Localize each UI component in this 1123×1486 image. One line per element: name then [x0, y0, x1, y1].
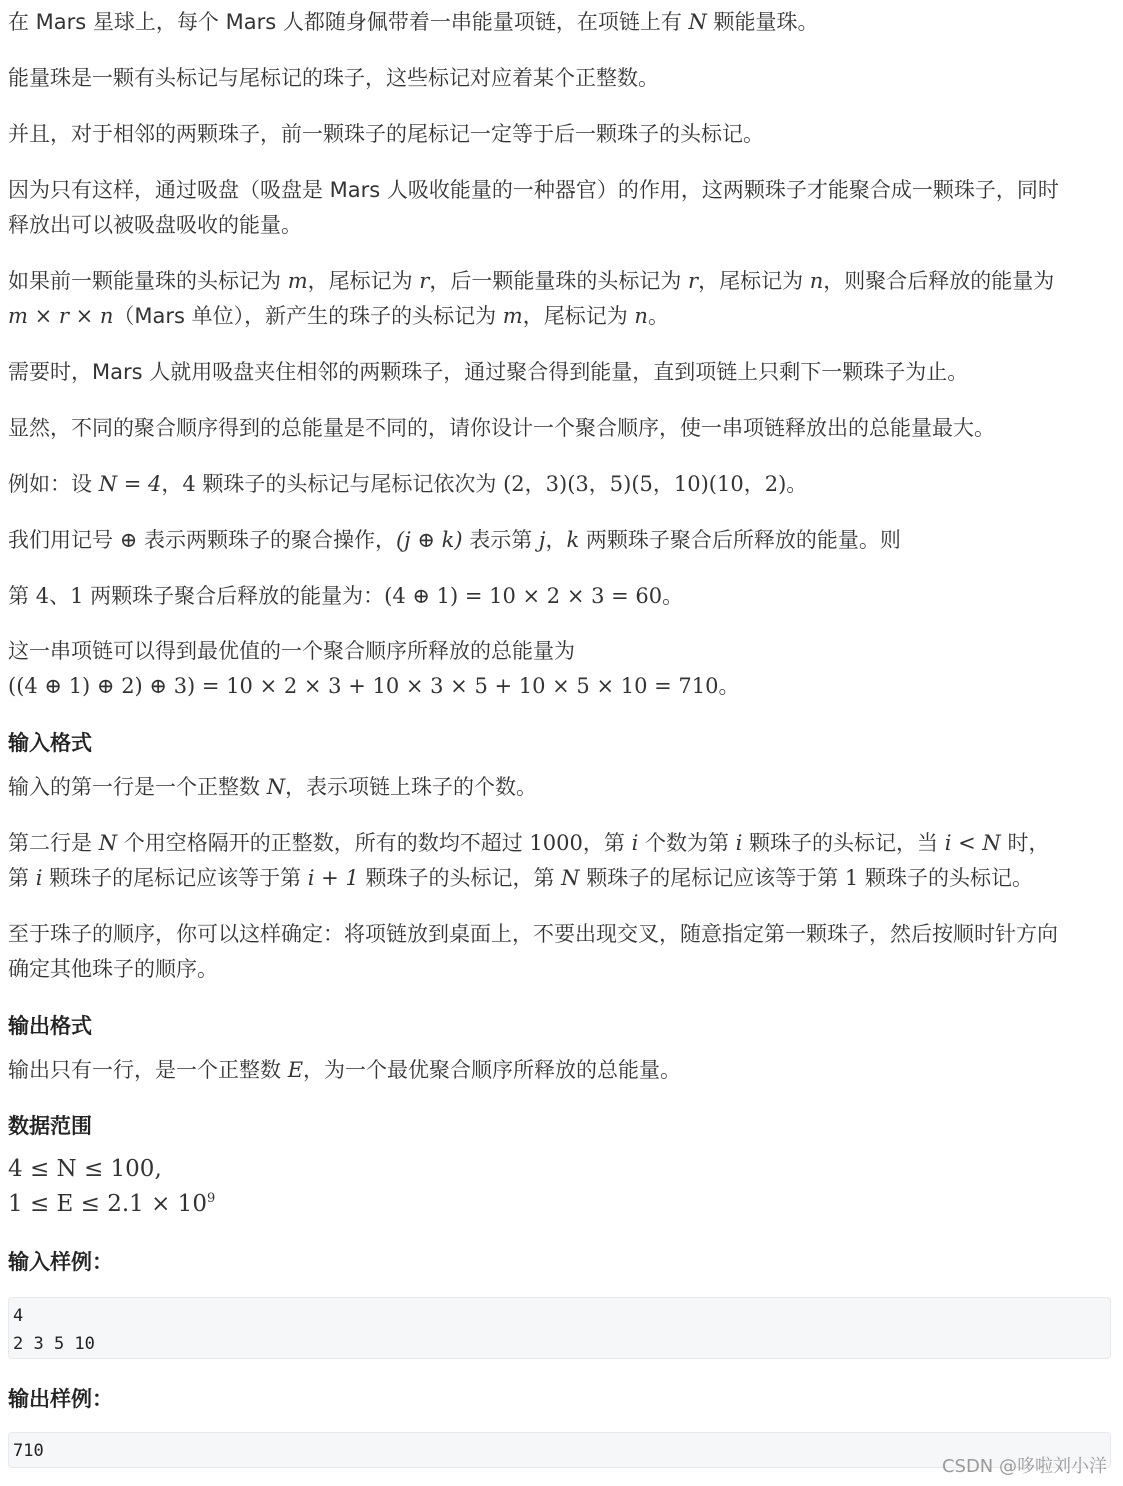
data-range-values: [8, 1152, 1113, 1222]
output-format-heading: 输出格式: [8, 1014, 92, 1038]
paragraph-intro: 在 Mars 星球上，每个 Mars 人都随身佩带着一串能量项链，在项链上有 N 颗能量珠。: [8, 10, 819, 34]
input-format-line2: 第二行是 N 个用空格隔开的正整数，所有的数均不超过 1000，第 i 个数为第 i 颗珠子的头标记，当 i < N 时， 第 i 颗珠子的尾标记应该等于第 i + 1 颗珠子的头标记，第 N 颗珠子的尾标记应该等于第 1 颗珠子的头标记。: [8, 831, 1050, 890]
sample-output-code: 710: [8, 1432, 1111, 1468]
input-format-line3: 至于珠子的顺序，你可以这样确定：将项链放到桌面上，不要出现交叉，随意指定第一颗珠子，然后按顺时针方向 确定其他珠子的顺序。: [8, 922, 1058, 981]
output-format-section: [8, 1009, 1113, 1044]
input-format-section: [8, 726, 1113, 761]
input-format-heading: 输入格式: [8, 731, 92, 755]
data-range-n: 4 ≤ N ≤ 100,: [8, 1156, 162, 1182]
paragraph-absorber: 因为只有这样，通过吸盘（吸盘是 Mars 人吸收能量的一种器官）的作用，这两颗珠子才能聚合成一颗珠子，同时 释放出可以被吸盘吸收的能量。: [8, 178, 1059, 237]
output-format-line1: 输出只有一行，是一个正整数 E，为一个最优聚合顺序所释放的总能量。: [8, 1058, 682, 1082]
sample-input-heading: 输入样例：: [8, 1250, 113, 1274]
csdn-watermark: CSDN @哆啦刘小洋: [941, 1456, 1107, 1477]
paragraph-bead-definition: 能量珠是一颗有头标记与尾标记的珠子，这些标记对应着某个正整数。: [8, 66, 659, 90]
paragraph-adjacent-rule: 并且，对于相邻的两颗珠子，前一颗珠子的尾标记一定等于后一颗珠子的头标记。: [8, 122, 764, 146]
data-range-section: [8, 1109, 1113, 1144]
input-format-line1: 输入的第一行是一个正整数 N，表示项链上珠子的个数。: [8, 775, 538, 799]
sample-output-heading: 输出样例：: [8, 1387, 113, 1411]
paragraph-maximize: 显然，不同的聚合顺序得到的总能量是不同的，请你设计一个聚合顺序，使一串项链释放出的总能量最大。: [8, 416, 995, 440]
sample-input-code: 4 2 3 5 10: [8, 1297, 1111, 1359]
data-range-heading: 数据范围: [8, 1114, 92, 1138]
paragraph-energy-formula: 如果前一颗能量珠的头标记为 m，尾标记为 r，后一颗能量珠的头标记为 r，尾标记为 n，则聚合后释放的能量为 m × r × n（Mars 单位），新产生的珠子的头标记为 m，尾标记为 n。: [8, 269, 1055, 328]
data-range-e: $1 \le E \le 2.1 \times 10^9$: [8, 1191, 216, 1217]
paragraph-optimal-order: 这一串项链可以得到最优值的一个聚合顺序所释放的总能量为 ((4 ⊕ 1) ⊕ 2) ⊕ 3) = 10 × 2 × 3 + 10 × 3 × 5 + 10 × 5 × 10 = 710。: [8, 639, 740, 698]
sample-input-section: [8, 1245, 1113, 1280]
paragraph-notation: 我们用记号 ⊕ 表示两颗珠子的聚合操作，(j ⊕ k) 表示第 j，k 两颗珠子聚合后所释放的能量。则: [8, 528, 901, 552]
paragraph-example-calc: 第 4、1 两颗珠子聚合后释放的能量为：(4 ⊕ 1) = 10 × 2 × 3 = 60。: [8, 584, 684, 608]
paragraph-example: 例如：设 N = 4，4 颗珠子的头标记与尾标记依次为 (2，3)(3，5)(5，10)(10，2)。: [8, 472, 808, 496]
sample-output-section: [8, 1382, 1113, 1417]
paragraph-merge-process: 需要时，Mars 人就用吸盘夹住相邻的两颗珠子，通过聚合得到能量，直到项链上只剩下一颗珠子为止。: [8, 360, 969, 384]
